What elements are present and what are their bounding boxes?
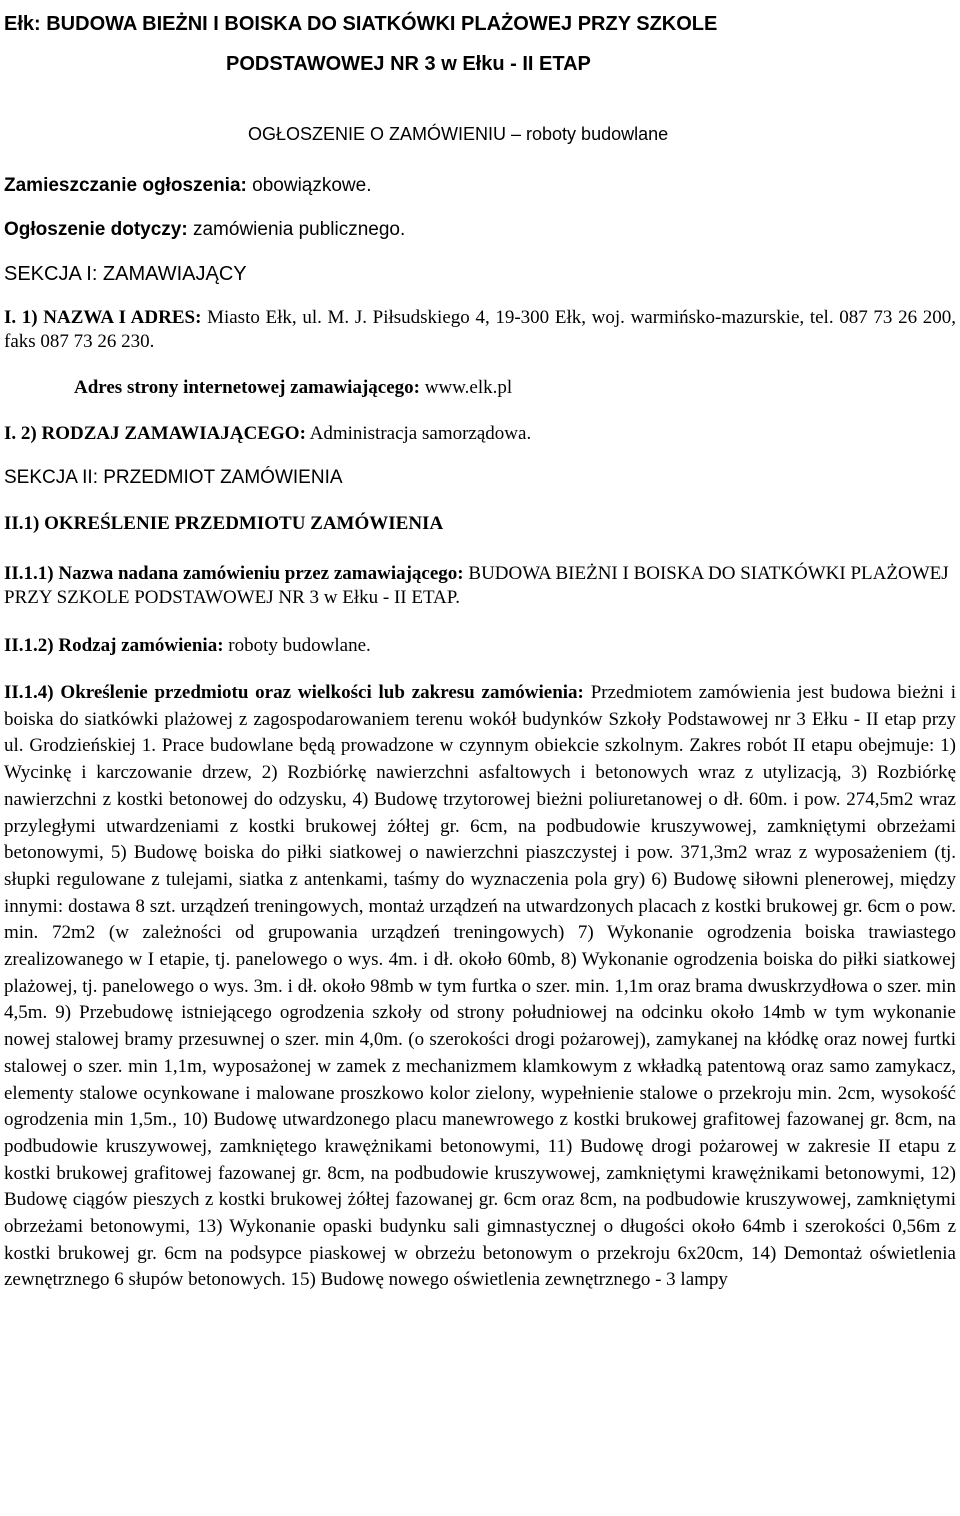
concerns-value: zamówienia publicznego.	[192, 219, 406, 240]
placement-label: Zamieszczanie ogłoszenia:	[4, 175, 247, 196]
document-title	[4, 4, 956, 84]
contract-description	[4, 680, 956, 1294]
title-line-1: Ełk: BUDOWA BIEŻNI I BOISKA DO SIATKÓWKI PLAŻOWEJ PRZY SZKOLE	[4, 13, 718, 35]
address-label: I. 1) NAZWA I ADRES:	[4, 307, 202, 328]
notice-type: OGŁOSZENIE O ZAMÓWIENIU – roboty budowlane	[248, 124, 669, 144]
contract-name-value: BUDOWA BIEŻNI I BOISKA DO SIATKÓWKI PLAŻOWEJ PRZY SZKOLE PODSTAWOWEJ NR 3 w Ełku - II ETAP.	[4, 563, 949, 608]
authority-type-value: Administracja samorządowa.	[309, 423, 532, 444]
concerns-label: Ogłoszenie dotyczy:	[4, 219, 188, 240]
placement-line	[4, 174, 956, 198]
placement-value: obowiązkowe.	[252, 175, 372, 196]
section-1-heading: SEKCJA I: ZAMAWIAJĄCY	[4, 263, 247, 285]
authority-type-label: I. 2) RODZAJ ZAMAWIAJĄCEGO:	[4, 423, 306, 444]
description-label: II.1.4) Określenie przedmiotu oraz wielkości lub zakresu zamówienia:	[4, 682, 584, 703]
title-line-2: PODSTAWOWEJ NR 3 w Ełku - II ETAP	[226, 53, 591, 75]
contract-name-line	[4, 562, 956, 610]
description-value: Przedmiotem zamówienia jest budowa bieżni i boiska do siatkówki plażowej z zagospodarowaniem terenu wokół budynków Szkoły Podstawowej nr 3 Ełku - II etap przy ul. Grodzieńskiej 1. Prace budowlane będą prowadzone w czynnym obiekcie szkolnym. Zakres robót II etapu obejmuje: 1) Wycinkę i karczowanie drzew, 2) Rozbiórkę nawierzchni asfaltowych i betonowych wraz z utylizacją, 3) Rozbiórkę nawierzchni z kostki betonowej do odzysku, 4) Budowę trzytorowej bieżni poliuretanowej o dł. 60m. i pow. 274,5m2 wraz przyległymi utwardzeniami z kostki brukowej żółtej gr. 6cm, na podbudowie kruszywowej, zamkniętymi obrzeżami betonowymi, 5) Budowę boiska do piłki siatkowej o nawierzchni piaszczystej i pow. 371,3m2 wraz z wyposażeniem (tj. słupki regulowane z tulejami, siatka z antenkami, taśmy do wyznaczenia pola gry) 6) Budowę siłowni plenerowej, między innymi: dostawa 8 szt. urządzeń treningowych, montaż urządzeń na utwardzonych placach z kostki brukowej gr. 6cm o pow. min. 72m2 (w zależności od grupowania urządzeń treningowych) 7) Wykonanie ogrodzenia boiska trawiastego zrealizowanego w I etapie, tj. panelowego o wys. 4m. i dł. około 60mb, 8) Wykonanie ogrodzenia boiska do piłki siatkowej plażowej, tj. panelowego o wys. 3m. i dł. około 98mb w tym furtka o szer. min. 1,1m oraz brama dwuskrzydłowa o szer. min 4,5m. 9) Przebudowę istniejącego ogrodzenia szkoły od strony południowej na odcinku około 14mb w tym wykonanie nowej stalowej bramy przesuwnej o szer. min 4,0m. (o szerokości drogi pożarowej), zamykanej na kłódkę oraz nowej furtki stalowej o szer. min 1,1m, wyposażonej w zamek z mechanizmem klamkowym z wkładką patentową oraz samo zamykacz, elementy stalowe ocynkowane i malowane proszkowo kolor zielony, wypełnienie stalowe o przekroju min. 2cm, wysokość ogrodzenia min 1,5m., 10) Budowę utwardzonego placu manewrowego z kostki brukowej grafitowej fazowanej gr. 8cm, na podbudowie kruszywowej, zamkniętego krawężnikami betonowymi, 11) Budowę drogi pożarowej w zakresie II etapu z kostki brukowej grafitowej fazowanej gr. 8cm, na podbudowie kruszywowej, zamkniętymi krawężnikami betonowymi, 12) Budowę ciągów pieszych z kostki brukowej żółtej fazowanej gr. 6cm oraz 8cm, na podbudowie kruszywowej, zamkniętymi obrzeżami betonowymi, 13) Wykonanie opaski budynku sali gimnastycznej o długości około 64mb i szerokości 0,56m z kostki brukowej gr. 6cm na podsypce piaskowej w obrzeżu betonowym o przekroju 6x20cm, 14) Demontaż oświetlenia zewnętrznego 6 słupów betonowych. 15) Budowę nowego oświetlenia zewnętrznego - 3 lampy	[4, 682, 957, 1291]
website-value: www.elk.pl	[424, 377, 513, 398]
section-2-heading: SEKCJA II: PRZEDMIOT ZAMÓWIENIA	[4, 467, 343, 488]
authority-type-line	[4, 422, 956, 446]
concerns-line	[4, 218, 956, 242]
contract-name-label: II.1.1) Nazwa nadana zamówieniu przez zamawiającego:	[4, 563, 464, 584]
contracting-authority-address	[4, 306, 956, 354]
subject-heading: II.1) OKREŚLENIE PRZEDMIOTU ZAMÓWIENIA	[4, 513, 444, 534]
contract-kind-value: roboty budowlane.	[228, 635, 371, 656]
website-label: Adres strony internetowej zamawiającego:	[74, 377, 420, 398]
address-value: Miasto Ełk, ul. M. J. Piłsudskiego 4, 19-300 Ełk, woj. warmińsko-mazurskie, tel. 087 73 26 200, faks 087 73 26 230.	[4, 307, 956, 352]
website-line	[4, 376, 956, 400]
contract-kind-line	[4, 634, 956, 658]
contract-kind-label: II.1.2) Rodzaj zamówienia:	[4, 635, 224, 656]
